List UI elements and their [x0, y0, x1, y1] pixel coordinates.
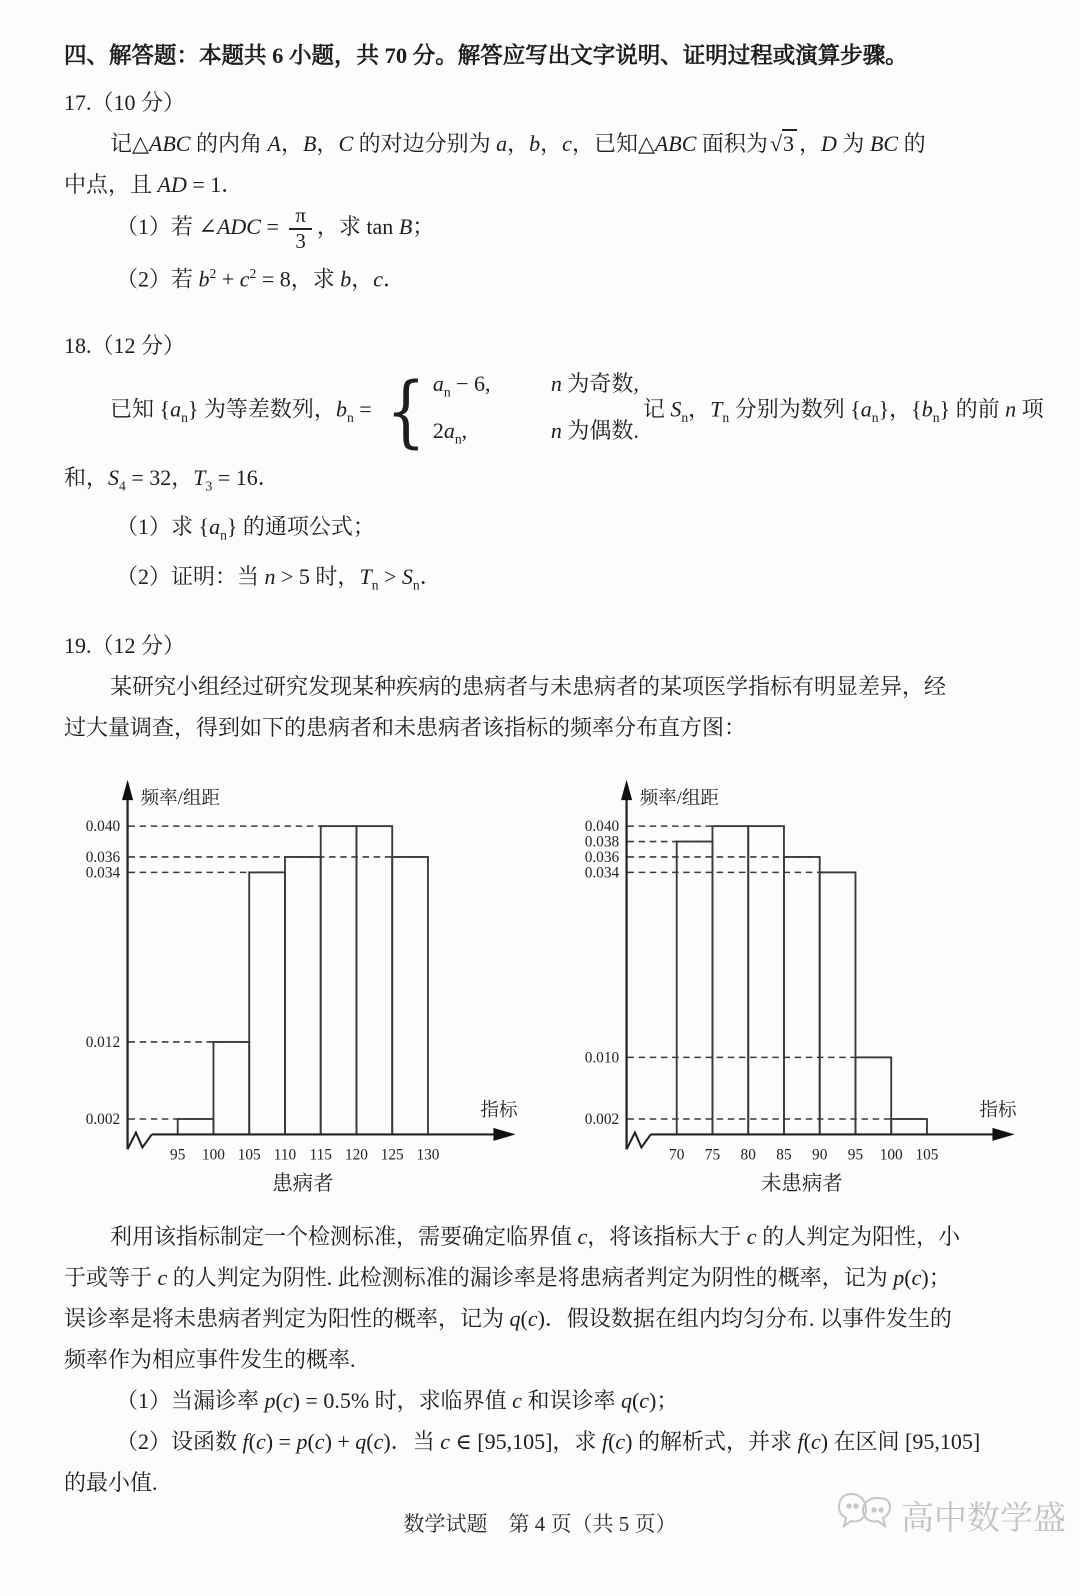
- svg-text:0.002: 0.002: [584, 1111, 620, 1129]
- q19-item2-line1: （2）设函数 f(c) = p(c) + q(c)．当 c ∈ [95,105]，求 f(c) 的解析式，并求 f(c) 在区间 [95,105]: [116, 1429, 981, 1455]
- q17-number: 17.（10 分）: [64, 90, 186, 115]
- svg-text:频率/组距: 频率/组距: [639, 788, 719, 810]
- svg-text:0.002: 0.002: [85, 1111, 121, 1129]
- page-footer: 数学试题 第 4 页（共 5 页）: [403, 1512, 677, 1536]
- svg-text:125: 125: [380, 1146, 404, 1164]
- svg-text:85: 85: [776, 1146, 792, 1164]
- svg-text:110: 110: [273, 1146, 297, 1164]
- q17-item1: （1）若 ∠ADC = $\frac{\pi}{3}$ ，求 tan B；: [116, 203, 435, 253]
- svg-text:指标: 指标: [979, 1100, 1017, 1122]
- svg-text:120: 120: [344, 1146, 368, 1164]
- watermark-text: 高中数学盛: [901, 1498, 1066, 1536]
- q19-item2-line2: 的最小值.: [64, 1470, 158, 1496]
- svg-text:75: 75: [704, 1146, 721, 1164]
- svg-text:115: 115: [309, 1146, 332, 1164]
- section-header: 四、解答题：本题共 6 小题，共 70 分。解答应写出文字说明、证明过程或演算步骤。: [64, 43, 908, 68]
- q18-item1: （1）求 $\{a_n\}$ 的通项公式；: [116, 514, 375, 543]
- q17-item2: （2）若 $b^2 + c^2 = 8$，求 b，c．: [116, 265, 406, 292]
- q18-item2: （2）证明：当 n > 5 时，$T_n > S_n$．: [116, 563, 442, 593]
- svg-text:0.040: 0.040: [85, 818, 121, 836]
- svg-text:90: 90: [812, 1146, 828, 1164]
- svg-text:105: 105: [237, 1146, 261, 1164]
- watermark-logo-icon: [837, 1488, 895, 1542]
- q18-intro-line2: 和，$S_4 = 32$，$T_3 = 16$．: [64, 464, 280, 494]
- q19-number: 19.（12 分）: [64, 633, 186, 659]
- q17-intro-line2: 中点，且 AD = 1．: [64, 172, 244, 197]
- q19-para-line4: 频率作为相应事件发生的概率.: [64, 1347, 356, 1373]
- svg-text:80: 80: [740, 1146, 756, 1164]
- svg-text:0.034: 0.034: [584, 864, 620, 882]
- svg-text:100: 100: [879, 1146, 903, 1164]
- svg-text:105: 105: [915, 1146, 939, 1164]
- q19-para-line2: 于或等于 c 的人判定为阴性. 此检测标准的漏诊率是将患病者判定为阴性的概率，记为 p(c)；: [64, 1265, 951, 1291]
- q19-item1: （1）当漏诊率 p(c) = 0.5% 时，求临界值 c 和误诊率 q(c)；: [116, 1388, 679, 1414]
- svg-text:0.036: 0.036: [85, 849, 121, 867]
- svg-text:100: 100: [201, 1146, 225, 1164]
- svg-text:70: 70: [669, 1146, 685, 1164]
- svg-text:未患病者: 未患病者: [761, 1173, 843, 1196]
- svg-text:患病者: 患病者: [272, 1173, 334, 1196]
- q19-intro-line1: 某研究小组经过研究发现某种疾病的患病者与未患病者的某项医学指标有明显差异，经: [110, 674, 947, 700]
- svg-text:95: 95: [847, 1146, 864, 1164]
- q17-intro-line1: 记△ABC 的内角 A，B，C 的对边分别为 a，b，c，已知△ABC 面积为√3 ，D 为 BC 的: [110, 131, 926, 156]
- svg-text:0.038: 0.038: [584, 833, 620, 851]
- svg-text:0.040: 0.040: [584, 818, 620, 836]
- svg-text:0.036: 0.036: [584, 849, 620, 867]
- watermark: [837, 1488, 1066, 1542]
- svg-text:指标: 指标: [480, 1100, 518, 1122]
- svg-text:0.010: 0.010: [584, 1049, 620, 1067]
- svg-text:0.034: 0.034: [85, 864, 121, 882]
- q19-para-line1: 利用该指标制定一个检测标准，需要确定临界值 c，将该指标大于 c 的人判定为阳性，小: [110, 1224, 961, 1250]
- svg-text:0.012: 0.012: [85, 1034, 121, 1052]
- q18-number: 18.（12 分）: [64, 333, 186, 359]
- patients-histogram: [70, 754, 525, 1214]
- svg-text:95: 95: [170, 1146, 186, 1164]
- svg-text:130: 130: [416, 1146, 440, 1164]
- histograms-row: [70, 754, 1024, 1214]
- non-patients-histogram: [569, 754, 1024, 1214]
- svg-text:频率/组距: 频率/组距: [140, 788, 220, 810]
- q19-para-line3: 误诊率是将未患病者判定为阳性的概率，记为 q(c)．假设数据在组内均匀分布. 以事件发生的: [64, 1306, 952, 1332]
- q19-intro-line2: 过大量调查，得到如下的患病者和未患病者该指标的频率分布直方图：: [64, 715, 747, 741]
- q18-intro-line1: 已知 $\{a_n\}$ 为等差数列，$b_n$ = { $a_n - 6$, n 为奇数, $2a_n$, n 为偶数. 记 $S_n$，$T_n$ 分别为数列 $\{a_n\}$，$\{b_n\}$ 的前 n 项: [110, 366, 1044, 457]
